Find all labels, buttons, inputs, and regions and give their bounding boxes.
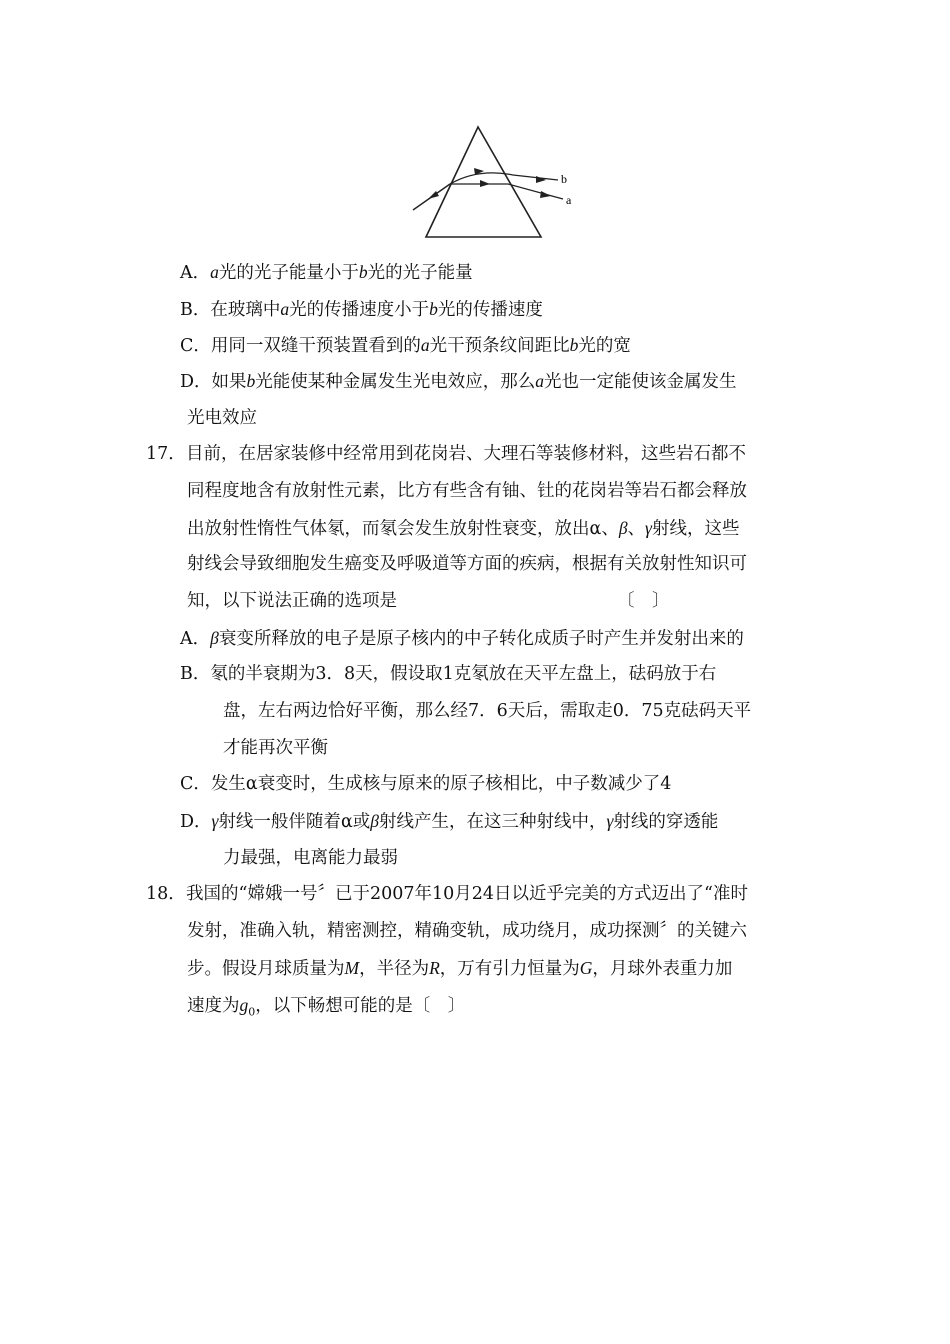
q16-option-d-cont: 光电效应 [187, 408, 257, 428]
q17-option-c: C．发生α衰变时，生成核与原来的原子核相比，中子数减少了4 [180, 774, 672, 794]
q17-stem-line-3: 出放射性惰性气体氡，而氡会发生放射性衰变，放出α、β、γ射线，这些 [187, 518, 740, 539]
q17-option-d-cont: 力最强，电离能力最弱 [223, 848, 398, 868]
q18-number: 18． [146, 884, 186, 904]
q17-stem-line-1: 17．目前，在居家装修中经常用到花岗岩、大理石等装修材料，这些岩石都不 [146, 444, 746, 464]
q17-stem-line-4: 射线会导致细胞发生癌变及呼吸道等方面的疾病，根据有关放射性知识可 [187, 554, 747, 574]
q17-stem-line-2: 同程度地含有放射性元素，比方有些含有铀、钍的花岗岩等岩石都会释放 [187, 481, 747, 501]
q17-option-a: A．β衰变所释放的电子是原子核内的中子转化成质子时产生并发射出来的 [180, 628, 744, 649]
q18-stem-line-4: 速度为$g_0$，以下畅想可能的是〔 〕 [187, 995, 466, 1019]
q17-number: 17． [146, 444, 186, 464]
ray-b-arrow-2 [536, 176, 546, 183]
q18-stem-line-2: 发射，准确入轨，精密测控，精确变轨，成功绕月，成功探测〞的关键六 [187, 921, 747, 941]
ray-a-arrow-1 [480, 180, 490, 187]
q16-option-a: A．a光的光子能量小于b光的光子能量 [180, 262, 473, 283]
q16-option-d: D．如果b光能使某种金属发生光电效应，那么a光也一定能使该金属发生 [180, 371, 737, 392]
q17-option-b-cont-1: 盘，左右两边恰好平衡，那么经7．6天后，需取走0．75克砝码天平 [223, 701, 752, 721]
answer-bracket: 〔 〕 [617, 591, 670, 611]
q18-stem-line-1: 18．我国的“嫦娥一号〞已于2007年10月24日以近乎完美的方式迈出了“准时 [146, 884, 748, 904]
q17-stem-line-5: 知，以下说法正确的选项是 〔 〕 [187, 591, 670, 611]
ray-a-arrow-2 [540, 191, 551, 198]
q17-option-b-cont-2: 才能再次平衡 [223, 738, 328, 758]
q17-option-b: B．氡的半衰期为3．8天，假设取1克氡放在天平左盘上，砝码放于右 [180, 664, 717, 684]
ray-label-b: b [561, 172, 567, 186]
prism-figure [408, 120, 588, 245]
q16-option-c: C．用同一双缝干预装置看到的a光干预条纹间距比b光的宽 [180, 335, 631, 356]
q18-stem-line-3: 步。假设月球质量为M，半径为R，万有引力恒量为G，月球外表重力加 [187, 958, 733, 979]
ray-label-a: a [566, 193, 572, 207]
q17-option-d: D．γ射线一般伴随着α或β射线产生，在这三种射线中，γ射线的穿透能 [180, 811, 719, 832]
q16-option-b: B．在玻璃中a光的传播速度小于b光的传播速度 [180, 299, 543, 320]
